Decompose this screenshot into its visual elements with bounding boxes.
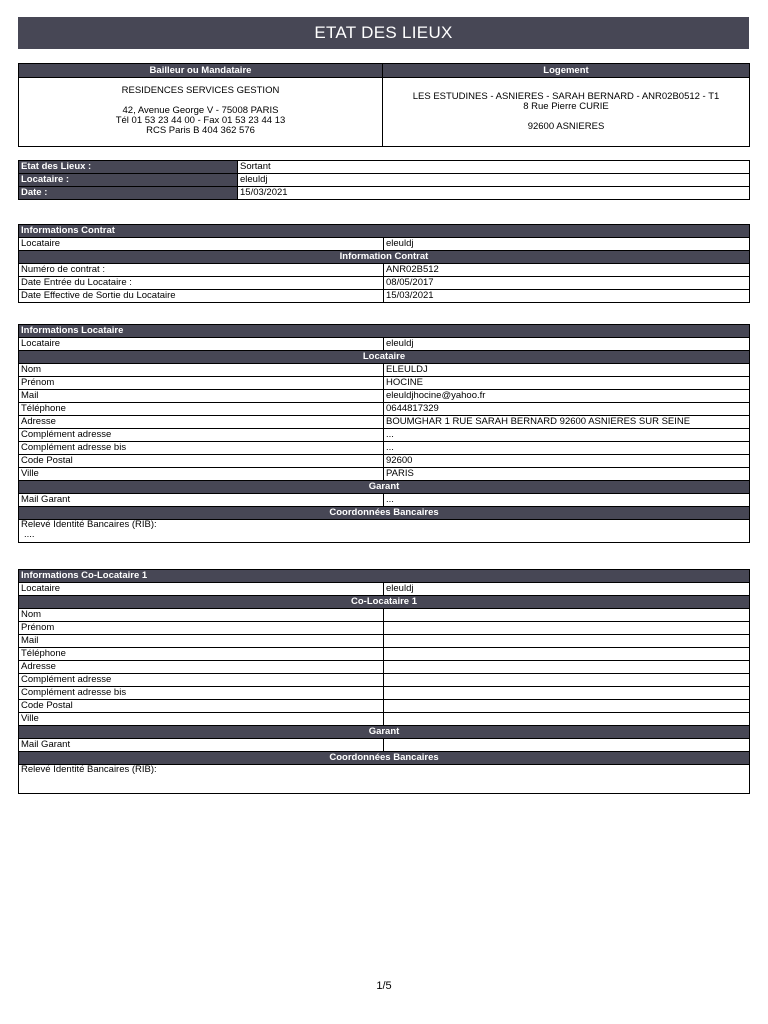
- row-label: Complément adresse: [19, 429, 384, 442]
- etat-label: Locataire :: [19, 174, 238, 187]
- contrat-locataire-value: eleuldj: [384, 238, 750, 251]
- bailleur-phone: Tél 01 53 23 44 00 - Fax 01 53 23 44 13: [115, 115, 286, 126]
- row-value: [384, 700, 750, 713]
- row-value: 08/05/2017: [384, 277, 750, 290]
- bailleur-heading: Bailleur ou Mandataire: [19, 64, 383, 78]
- row-label: Date Entrée du Locataire :: [19, 277, 384, 290]
- table-row: [19, 403, 750, 416]
- locataire-subheading: Locataire: [19, 351, 750, 364]
- table-row: [19, 390, 750, 403]
- row-value: 0644817329: [384, 403, 750, 416]
- row-label: Nom: [19, 609, 384, 622]
- row-label: Mail: [19, 635, 384, 648]
- mail-garant-value: ...: [384, 494, 750, 507]
- contrat-locataire-label: Locataire: [19, 238, 384, 251]
- etat-value: eleuldj: [238, 174, 750, 187]
- bank-heading: Coordonnées Bancaires: [19, 507, 750, 520]
- table-row: [19, 687, 750, 700]
- etat-row: [19, 161, 750, 174]
- colocataire-table: [18, 569, 750, 794]
- row-label: Nom: [19, 364, 384, 377]
- table-row: [19, 377, 750, 390]
- row-value: 92600: [384, 455, 750, 468]
- row-value: [384, 661, 750, 674]
- table-row: [19, 674, 750, 687]
- row-label: Code Postal: [19, 455, 384, 468]
- colocataire-rib-label: Relevé Identité Bancaires (RIB):: [21, 764, 157, 775]
- table-row: [19, 416, 750, 429]
- row-label: Date Effective de Sortie du Locataire: [19, 290, 384, 303]
- row-value: [384, 622, 750, 635]
- etat-table: [18, 160, 750, 200]
- row-label: Adresse: [19, 416, 384, 429]
- colocataire-mail-garant-label: Mail Garant: [19, 739, 384, 752]
- colocataire-subheading: Co-Locataire 1: [19, 596, 750, 609]
- table-row: [19, 264, 750, 277]
- row-value: PARIS: [384, 468, 750, 481]
- table-row: [19, 648, 750, 661]
- row-value: [384, 609, 750, 622]
- contrat-subheading: Information Contrat: [19, 251, 750, 264]
- table-row: [19, 635, 750, 648]
- row-label: Complément adresse: [19, 674, 384, 687]
- etat-value: Sortant: [238, 161, 750, 174]
- table-row: [19, 622, 750, 635]
- row-label: Téléphone: [19, 403, 384, 416]
- table-row: [19, 661, 750, 674]
- row-label: Adresse: [19, 661, 384, 674]
- row-value: ELEULDJ: [384, 364, 750, 377]
- row-value: eleuldjhocine@yahoo.fr: [384, 390, 750, 403]
- row-label: Prénom: [19, 377, 384, 390]
- row-label: Numéro de contrat :: [19, 264, 384, 277]
- colocataire-locataire-label: Locataire: [19, 583, 384, 596]
- contrat-table: [18, 224, 750, 303]
- table-row: [19, 429, 750, 442]
- garant-heading: Garant: [19, 481, 750, 494]
- row-label: Ville: [19, 713, 384, 726]
- row-value: HOCINE: [384, 377, 750, 390]
- rib-cell: [19, 520, 750, 543]
- bailleur-address: 42, Avenue George V - 75008 PARIS: [122, 105, 279, 116]
- table-row: [19, 455, 750, 468]
- row-label: Téléphone: [19, 648, 384, 661]
- locataire-value: eleuldj: [384, 338, 750, 351]
- table-row: [19, 494, 750, 507]
- row-value: ...: [384, 442, 750, 455]
- row-label: Mail: [19, 390, 384, 403]
- etat-label: Date :: [19, 187, 238, 200]
- locataire-heading: Informations Locataire: [19, 325, 750, 338]
- row-label: Complément adresse bis: [19, 442, 384, 455]
- document-title: ETAT DES LIEUX: [18, 17, 749, 49]
- colocataire-mail-garant-value: [384, 739, 750, 752]
- rib-value: ....: [24, 529, 35, 540]
- etat-value: 15/03/2021: [238, 187, 750, 200]
- table-row: [19, 364, 750, 377]
- table-row: [19, 277, 750, 290]
- header-table: [18, 63, 750, 147]
- etat-row: [19, 174, 750, 187]
- table-row: [19, 713, 750, 726]
- etat-row: [19, 187, 750, 200]
- table-row: [19, 609, 750, 622]
- row-label: Prénom: [19, 622, 384, 635]
- mail-garant-label: Mail Garant: [19, 494, 384, 507]
- row-label: Code Postal: [19, 700, 384, 713]
- bailleur-name: RESIDENCES SERVICES GESTION: [121, 85, 280, 96]
- logement-line1: LES ESTUDINES - ASNIERES - SARAH BERNARD - ANR02B0512 - T1: [412, 91, 720, 102]
- row-label: Complément adresse bis: [19, 687, 384, 700]
- table-row: [19, 442, 750, 455]
- etat-label: Etat des Lieux :: [19, 161, 238, 174]
- logement-heading: Logement: [383, 64, 750, 78]
- row-value: ...: [384, 429, 750, 442]
- colocataire-rib-cell: [19, 765, 750, 794]
- logement-line2: 8 Rue Pierre CURIE: [523, 101, 609, 112]
- bailleur-rcs: RCS Paris B 404 362 576: [146, 125, 255, 136]
- row-label: Ville: [19, 468, 384, 481]
- colocataire-locataire-value: eleuldj: [384, 583, 750, 596]
- contrat-heading: Informations Contrat: [19, 225, 750, 238]
- colocataire-garant-heading: Garant: [19, 726, 750, 739]
- page-number: 1/5: [376, 980, 392, 992]
- colocataire-heading: Informations Co-Locataire 1: [19, 570, 750, 583]
- logement-line3: 92600 ASNIERES: [527, 121, 605, 132]
- locataire-table: [18, 324, 750, 543]
- rib-label: Relevé Identité Bancaires (RIB):: [21, 519, 157, 530]
- table-row: [19, 468, 750, 481]
- row-value: [384, 713, 750, 726]
- row-value: [384, 674, 750, 687]
- table-row: [19, 290, 750, 303]
- bailleur-cell: [19, 78, 383, 147]
- row-value: BOUMGHAR 1 RUE SARAH BERNARD 92600 ASNIERES SUR SEINE: [384, 416, 750, 429]
- table-row: [19, 700, 750, 713]
- row-value: 15/03/2021: [384, 290, 750, 303]
- row-value: [384, 648, 750, 661]
- row-value: [384, 687, 750, 700]
- locataire-label: Locataire: [19, 338, 384, 351]
- row-value: ANR02B512: [384, 264, 750, 277]
- row-value: [384, 635, 750, 648]
- logement-cell: [383, 78, 750, 147]
- colocataire-bank-heading: Coordonnées Bancaires: [19, 752, 750, 765]
- table-row: [19, 739, 750, 752]
